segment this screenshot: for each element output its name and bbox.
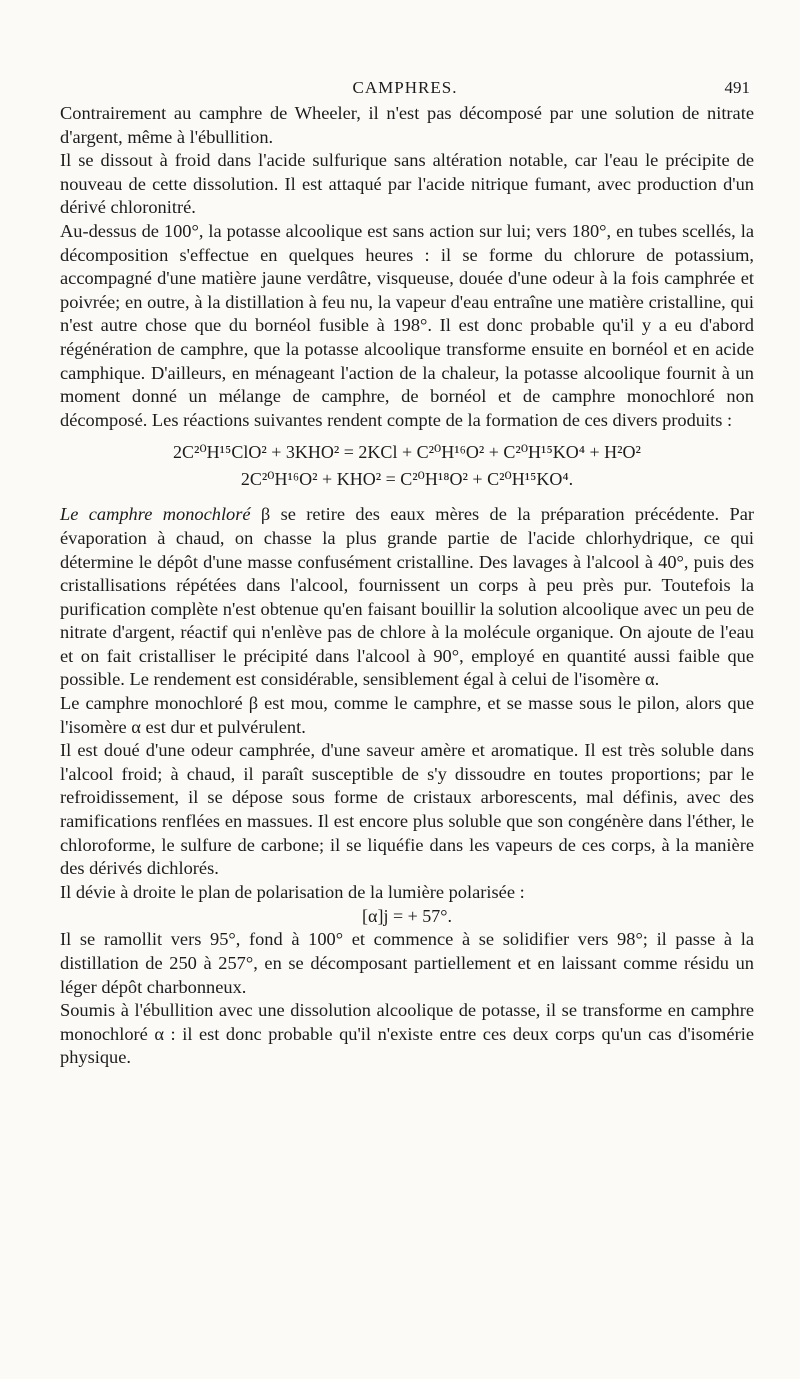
paragraph: Il dévie à droite le plan de polarisation de la lumière polarisée : [60,881,525,902]
paragraph [60,503,754,692]
chemical-equation: 2C²⁰H¹⁶O² + KHO² = C²⁰H¹⁸O² + C²⁰H¹⁵KO⁴. [240,469,574,490]
running-title: CAMPHRES. [352,78,458,97]
paragraph: Le camphre monochloré β est mou, comme le camphre, et se masse sous le pilon, alors que l'isomère α est dur et pulvérulent. [60,693,754,737]
paragraph-text: β se retire des eaux mères de la préparation précédente. Par évaporation à chaud, on chasse la plus grande partie de l'acide chlorhydrique, ce qui détermine le dépôt d'une masse confusément cristalline. Des lavages à l'alcool à 40°, puis des cristallisations répétées dans l'alcool, fournissent un corps à peu près pur. Toutefois la purification complète n'est obtenue qu'en faisant bouillir la solution alcoolique avec un peu de nitrate d'argent, réactif qui n'enlève pas de chlore à la molécule organique. On ajoute de l'eau et on fait cristalliser le précipité dans l'alcool à 90°, employé en quantité aussi faible que possible. Le rendement est considérable, sensiblement égal à celui de l'isomère α. [60,504,754,690]
chemical-equation: 2C²⁰H¹⁵ClO² + 3KHO² = 2KCl + C²⁰H¹⁶O² + C²⁰H¹⁵KO⁴ + H²O² [173,442,641,463]
paragraph: Au-dessus de 100°, la potasse alcoolique est sans action sur lui; vers 180°, en tubes scellés, la décomposition s'effectue en quelques heures : il se forme du chlorure de potassium, accompagné d'une matière jaune verdâtre, visqueuse, douée d'une odeur à la fois camphrée et poivrée; en outre, à la distillation à feu nu, la vapeur d'eau entraîne une matière cristalline, qui n'est autre chose que du bornéol fusible à 198°. Il est donc probable qu'il y a eu d'abord régénération de camphre, que la potasse alcoolique transforme ensuite en bornéol et en acide camphique. D'ailleurs, en ménageant l'action de la chaleur, la potasse alcoolique fournit à un moment donné un mélange de camphre, de bornéol et de camphre monochloré non décomposé. Les réactions suivantes rendent compte de la formation de ces divers produits : [60,220,754,430]
paragraph: Il se dissout à froid dans l'acide sulfurique sans altération notable, car l'eau le précipite de nouveau de cette dissolution. Il est attaqué par l'acide nitrique fumant, avec production d'un dérivé chloronitré. [60,150,754,218]
paragraph: Il se ramollit vers 95°, fond à 100° et commence à se solidifier vers 98°; il passe à la distillation de 250 à 257°, en se décomposant partiellement et en laissant comme résidu un léger dépôt charbonneux. [60,929,754,997]
running-head [60,78,750,104]
page-number: 491 [724,78,750,97]
paragraph: Il est doué d'une odeur camphrée, d'une saveur amère et aromatique. Il est très soluble dans l'alcool froid; à chaud, il paraît susceptible de s'y dissoudre en toutes proportions; par le refroidissement, il se dépose sous forme de cristaux arborescents, mal définis, avec des ramifications renflées en massues. Il est encore plus soluble que son congénère dans l'éther, le chloroforme, le sulfure de carbone; il se liquéfie dans les vapeurs de ces corps, à la manière des dérivés dichlorés. [60,740,754,879]
paragraph: Contrairement au camphre de Wheeler, il n'est pas décomposé par une solution de nitrate d'argent, même à l'ébullition. [60,103,754,147]
paragraph: Soumis à l'ébullition avec une dissolution alcoolique de potasse, il se transforme en camphre monochloré α : il est donc probable qu'il n'existe entre ces deux corps qu'un cas d'isomérie physique. [60,1000,754,1068]
body-text [60,102,754,1070]
rotation-formula: [α]j = + 57°. [362,906,452,927]
section-term: Le camphre monochloré [60,504,251,525]
